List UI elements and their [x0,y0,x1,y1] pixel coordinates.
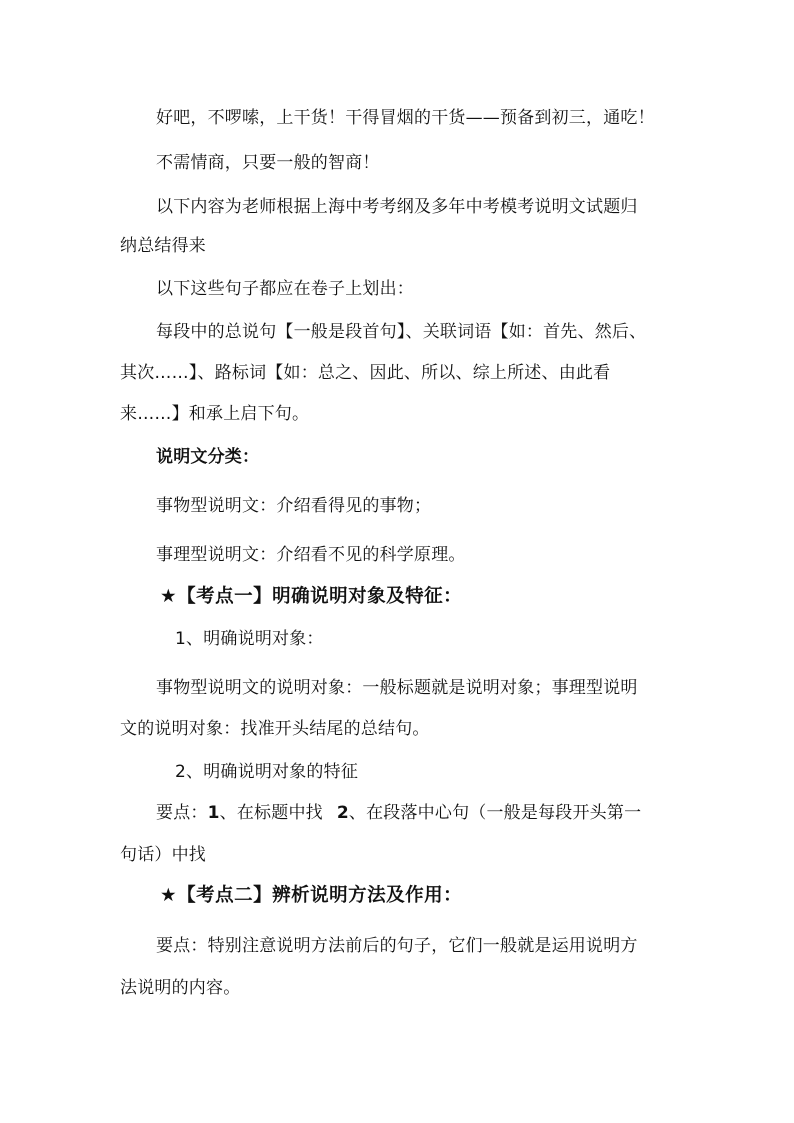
in-center-sentence-text: 、在段落中心句（一般是每段开头第一 [348,803,642,823]
point-one-sub-2: 2、明确说明对象的特征 [175,762,359,782]
intro-line-5b: 其次……】、路标词【如：总之、因此、所以、综上所述、由此看 [120,363,611,383]
intro-line-2: 不需情商，只要一般的智商！ [156,153,380,173]
point-two-heading: ★【考点二】辨析说明方法及作用： [160,885,463,906]
intro-line-5a: 每段中的总说句【一般是段首句】、关联词语【如：首先、然后、 [156,322,647,342]
number-two: 2 [336,803,349,823]
intro-line-4: 以下这些句子都应在卷子上划出： [156,279,414,299]
point-two-text-b: 法说明的内容。 [120,978,241,998]
classification-item-2: 事理型说明文：介绍看不见的科学原理。 [156,545,466,565]
point-one-sub-1-text-b: 文的说明对象：找准开头结尾的总结句。 [120,719,430,739]
point-one-sub-1: 1、明确说明对象： [175,629,324,649]
in-title-text: 、在标题中找 [219,803,323,823]
point-one-sub-1-text-a: 事物型说明文的说明对象：一般标题就是说明对象；事理型说明 [156,678,638,698]
intro-line-1: 好吧，不啰嗦，上干货！干得冒烟的干货——预备到初三，通吃！ [156,108,655,128]
classification-item-1: 事物型说明文：介绍看得见的事物； [156,496,432,516]
point-one-sub-2-text-a [156,802,641,824]
intro-line-5c: 来……】和承上启下句。 [120,404,310,424]
classification-heading: 说明文分类： [156,447,260,467]
point-two-text-a: 要点：特别注意说明方法前后的句子，它们一般就是运用说明方 [156,936,638,956]
intro-line-3a: 以下内容为老师根据上海中考考纲及多年中考模考说明文试题归 [156,197,638,217]
point-one-heading: ★【考点一】明确说明对象及特征： [160,586,463,607]
point-one-sub-2-text-b: 句话）中找 [120,845,206,865]
intro-line-3b: 纳总结得来 [120,236,206,256]
number-one: 1 [207,803,220,823]
key-points-label: 要点： [156,803,208,823]
